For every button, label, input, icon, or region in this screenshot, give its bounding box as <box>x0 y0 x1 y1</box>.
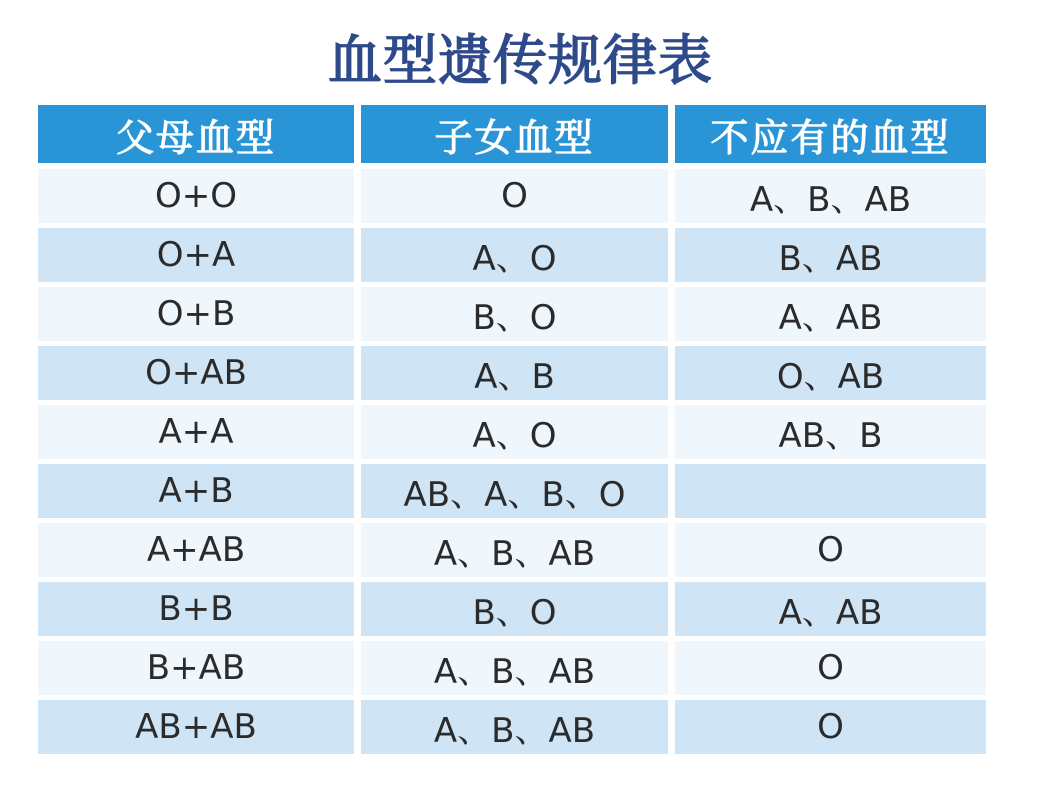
table-row <box>38 346 986 400</box>
children-cell: B、O <box>361 287 668 341</box>
impossible-cell: B、AB <box>675 228 986 282</box>
children-cell: A、B、AB <box>361 523 668 577</box>
impossible-cell: A、AB <box>675 582 986 636</box>
children-cell: A、O <box>361 228 668 282</box>
table-header-row <box>38 105 986 163</box>
children-cell: A、B、AB <box>361 641 668 695</box>
impossible-cell: O <box>675 700 986 754</box>
parents-cell: A+A <box>38 405 354 459</box>
children-cell: A、B、AB <box>361 700 668 754</box>
table-row <box>38 641 986 695</box>
parents-cell: O+O <box>38 169 354 223</box>
impossible-cell: AB、B <box>675 405 986 459</box>
table-row <box>38 405 986 459</box>
blood-type-table <box>38 105 986 759</box>
parents-cell: AB+AB <box>38 700 354 754</box>
parents-cell: O+B <box>38 287 354 341</box>
children-cell: A、O <box>361 405 668 459</box>
table-row <box>38 582 986 636</box>
table-row <box>38 700 986 754</box>
table-row <box>38 228 986 282</box>
parents-cell: O+AB <box>38 346 354 400</box>
children-cell: B、O <box>361 582 668 636</box>
parents-cell: B+B <box>38 582 354 636</box>
parents-cell: A+AB <box>38 523 354 577</box>
impossible-cell: O、AB <box>675 346 986 400</box>
header-impossible-blood-type: 不应有的血型 <box>675 105 986 163</box>
impossible-cell: O <box>675 641 986 695</box>
header-parents-blood-type: 父母血型 <box>38 105 354 163</box>
table-row <box>38 523 986 577</box>
table-row <box>38 287 986 341</box>
impossible-cell: A、B、AB <box>675 169 986 223</box>
impossible-cell <box>675 464 986 518</box>
page-title: 血型遗传规律表 <box>328 28 713 92</box>
parents-cell: O+A <box>38 228 354 282</box>
table-row <box>38 464 986 518</box>
impossible-cell: O <box>675 523 986 577</box>
children-cell: AB、A、B、O <box>361 464 668 518</box>
parents-cell: B+AB <box>38 641 354 695</box>
parents-cell: A+B <box>38 464 354 518</box>
impossible-cell: A、AB <box>675 287 986 341</box>
children-cell: O <box>361 169 668 223</box>
header-children-blood-type: 子女血型 <box>361 105 668 163</box>
table-row <box>38 169 986 223</box>
children-cell: A、B <box>361 346 668 400</box>
